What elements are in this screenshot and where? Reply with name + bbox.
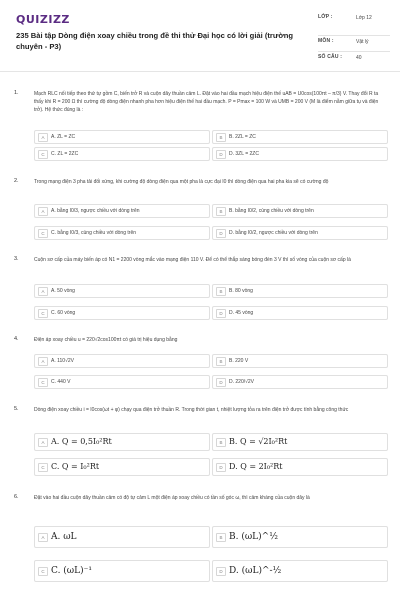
option-letter: A [38, 438, 48, 447]
option-text: D. 220/√2V [229, 379, 254, 385]
option-letter: D [216, 229, 226, 238]
option-b[interactable] [212, 433, 388, 451]
option-text: B. Q = √2I₀²Rt [229, 437, 288, 446]
option-letter: B [216, 357, 226, 366]
option-a[interactable] [34, 204, 210, 218]
option-text: C. ZL = 2ZC [51, 151, 79, 157]
option-text: D. 3ZL = 2ZC [229, 151, 259, 157]
option-letter: B [216, 207, 226, 216]
question-text: Điện áp xoay chiều u = 220√2cos100πt có giá trị hiệu dụng bằng [34, 337, 178, 343]
question-number: 6. [14, 494, 19, 500]
option-letter: C [38, 150, 48, 159]
option-letter: D [216, 567, 226, 576]
option-letter: C [38, 378, 48, 387]
option-text: A. ωL [51, 532, 77, 542]
option-c[interactable] [34, 226, 210, 240]
question-text: Trong mạng điện 3 pha tải đối xứng, khi cường độ dòng điện qua một pha là cực đại I0 thì dòng điện qua hai pha kia sẽ có cường độ [34, 179, 329, 185]
option-d[interactable] [212, 375, 388, 389]
option-a[interactable] [34, 433, 210, 451]
question-number: 2. [14, 178, 19, 184]
option-b[interactable] [212, 204, 388, 218]
question-text: Cuộn sơ cấp của máy biến áp có N1 = 2200 vòng mắc vào mạng điện 110 V. Để có thể thắp sáng bóng đèn 3 V thì số vòng của cuộn sơ cấp là [34, 257, 351, 263]
option-text: B. bằng I0/2, cùng chiều với dòng trên [229, 208, 314, 214]
document-title: 235 Bài tập Dòng điện xoay chiều trong đề thi thử Đại học có lời giải (trường chuyên - P3) [16, 31, 294, 51]
option-text: D. (ωL)^-½ [229, 566, 282, 576]
option-text: B. 220 V [229, 358, 249, 364]
question-number: 5. [14, 406, 19, 412]
option-letter: D [216, 463, 226, 472]
option-b[interactable] [212, 130, 388, 144]
meta-row-count [318, 52, 390, 66]
page-header [0, 0, 400, 72]
option-letter: D [216, 150, 226, 159]
option-a[interactable] [34, 284, 210, 298]
meta-label: MÔN : [318, 38, 334, 44]
option-d[interactable] [212, 147, 388, 161]
option-letter: A [38, 357, 48, 366]
option-text: D. bằng I0/2, ngược chiều với dòng trên [229, 230, 318, 236]
option-letter: B [216, 287, 226, 296]
option-letter: A [38, 533, 48, 542]
option-text: B. 2ZL = ZC [229, 134, 256, 140]
option-letter: B [216, 133, 226, 142]
option-a[interactable] [34, 526, 210, 548]
question-text: Mạch RLC nối tiếp theo thứ tự gồm C, biến trở R và cuộn dây thuần cảm L. Đặt vào hai đầu mạch hiệu điện thế uAB = U0cos(100πt – π/3) V. Thay đổi R ta thấy khi R = 200 Ω thì cường độ dòng điện nhanh pha hơn hiệu điện thế hai đầu mạch. P = Pmax = 100 W và UMB = 200 V (M là điểm nằm giữa tụ và điện trở). Hệ thức đúng là : [34, 91, 379, 113]
quizizz-logo: QUIZIZZ [16, 13, 70, 26]
meta-label: LỚP : [318, 14, 333, 20]
option-d[interactable] [212, 560, 388, 582]
question-6 [0, 494, 400, 586]
option-c[interactable] [34, 560, 210, 582]
meta-value: 40 [356, 55, 362, 61]
question-1 [0, 90, 400, 170]
question-5 [0, 406, 400, 482]
option-letter: C [38, 463, 48, 472]
question-3 [0, 256, 400, 322]
question-number: 1. [14, 90, 19, 96]
option-text: C. 440 V [51, 379, 71, 385]
question-text: Đặt vào hai đầu cuộn dây thuần cảm có độ tự cảm L một điện áp xoay chiều có tần số góc ω, thì cảm kháng của cuộn dây là [34, 495, 310, 501]
meta-row-subject [318, 36, 390, 52]
option-letter: D [216, 309, 226, 318]
option-letter: B [216, 533, 226, 542]
option-d[interactable] [212, 226, 388, 240]
question-number: 4. [14, 336, 19, 342]
option-a[interactable] [34, 354, 210, 368]
option-text: C. Q = I₀²Rt [51, 462, 100, 471]
option-letter: A [38, 207, 48, 216]
option-text: D. Q = 2I₀²Rt [229, 462, 283, 471]
option-letter: C [38, 309, 48, 318]
option-text: A. bằng I0/3, ngược chiều với dòng trên [51, 208, 140, 214]
option-text: C. (ωL)⁻¹ [51, 566, 92, 576]
question-text: Dòng điện xoay chiều i = I0cos(ωt + φ) chạy qua điện trở thuần R. Trong thời gian t, nhiệt lượng tỏa ra trên điện trở được tính bằng công thức [34, 407, 349, 413]
option-text: B. 80 vòng [229, 288, 253, 294]
option-letter: A [38, 287, 48, 296]
option-a[interactable] [34, 130, 210, 144]
option-letter: D [216, 378, 226, 387]
option-c[interactable] [34, 147, 210, 161]
option-letter: C [38, 567, 48, 576]
option-b[interactable] [212, 284, 388, 298]
option-b[interactable] [212, 354, 388, 368]
option-d[interactable] [212, 458, 388, 476]
option-b[interactable] [212, 526, 388, 548]
meta-value: Vật lý [356, 39, 369, 45]
option-text: A. Q = 0,5I₀²Rt [51, 437, 112, 446]
question-number: 3. [14, 256, 19, 262]
option-text: C. bằng I0/3, cùng chiều với dòng trên [51, 230, 136, 236]
option-c[interactable] [34, 306, 210, 320]
option-text: D. 45 vòng [229, 310, 254, 316]
option-letter: B [216, 438, 226, 447]
meta-row-class [318, 12, 390, 36]
meta-label: SỐ CÂU : [318, 54, 343, 60]
question-4 [0, 336, 400, 394]
option-c[interactable] [34, 375, 210, 389]
option-text: A. ZL = ZC [51, 134, 76, 140]
option-d[interactable] [212, 306, 388, 320]
option-text: A. 50 vòng [51, 288, 75, 294]
option-letter: C [38, 229, 48, 238]
meta-table [318, 12, 390, 66]
option-c[interactable] [34, 458, 210, 476]
option-letter: A [38, 133, 48, 142]
option-text: B. (ωL)^½ [229, 532, 278, 542]
question-2 [0, 178, 400, 242]
meta-value: Lớp 12 [356, 15, 372, 21]
option-text: C. 60 vòng [51, 310, 76, 316]
option-text: A. 110√2V [51, 358, 74, 364]
